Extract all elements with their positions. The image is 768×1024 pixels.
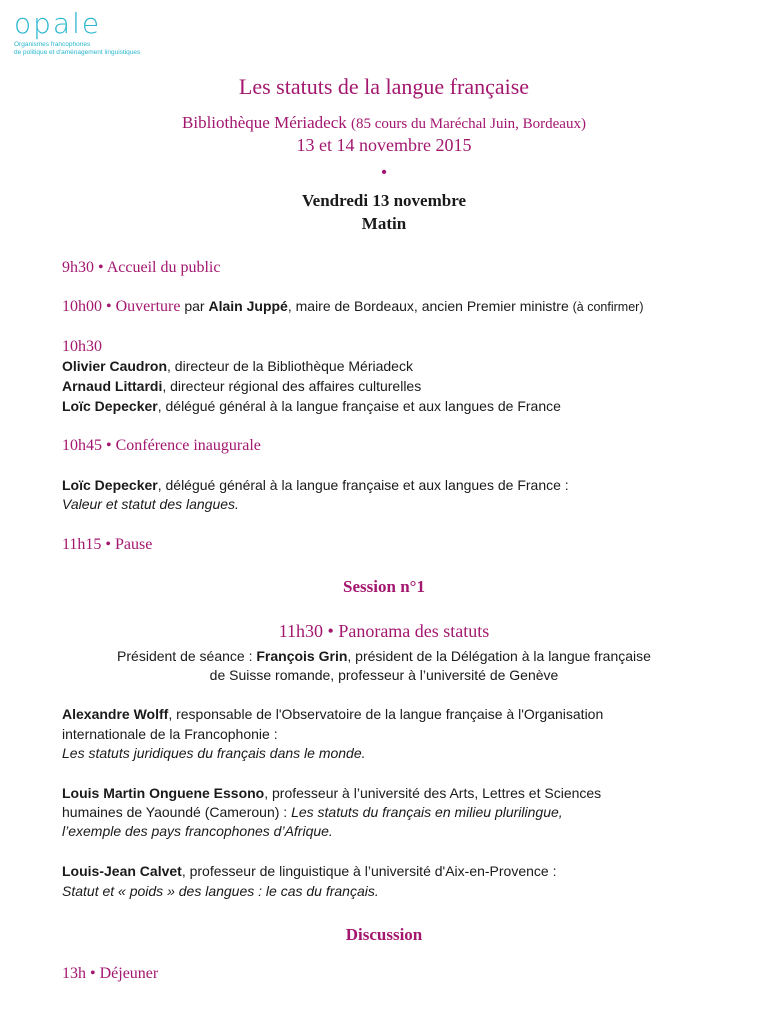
day-heading: Vendredi 13 novembre	[301, 191, 467, 210]
talk-title: l’exemple des pays francophones d’Afrique.	[62, 823, 333, 839]
talk-title: Les statuts juridiques du français dans le monde.	[62, 745, 366, 761]
accueil-item: 9h30 • Accueil du public	[62, 259, 221, 276]
president-label: Président de séance :	[117, 648, 257, 664]
dejeuner-item: 13h • Déjeuner	[62, 965, 159, 982]
logo-tagline-1: Organismes francophones	[14, 41, 91, 48]
discussion-heading: Discussion	[345, 925, 423, 944]
talk-title: Valeur et statut des langues.	[62, 496, 239, 512]
ouverture-speaker: Alain Juppé	[208, 298, 288, 314]
venue-name: Bibliothèque Mériadeck	[182, 113, 347, 132]
speaker-wolff-role-2: internationale de la Francophonie :	[62, 726, 278, 742]
pause-item: 11h15 • Pause	[62, 536, 153, 553]
talk-title: Les statuts du français en milieu plurilingue,	[291, 804, 563, 820]
president-line	[0, 647, 768, 667]
speaker-name: Louis-Jean Calvet	[62, 863, 182, 879]
speaker-wolff	[62, 705, 603, 725]
conference-title	[62, 495, 239, 515]
logo-tagline-2: de politique et d'aménagement linguistiques	[14, 49, 141, 56]
speaker-name: Olivier Caudron	[62, 358, 168, 374]
speaker-role: humaines de Yaoundé (Cameroun) :	[62, 804, 292, 820]
page-title: Les statuts de la langue française	[238, 74, 530, 99]
session-title: Session n°1	[343, 577, 425, 596]
president-name: François Grin	[256, 648, 348, 664]
period-heading: Matin	[361, 214, 407, 233]
venue-address: (85 cours du Maréchal Juin, Bordeaux)	[351, 116, 586, 132]
speaker-role: , délégué général à la langue française et aux langues de France	[157, 398, 561, 414]
venue-line	[0, 112, 768, 135]
ouverture-time: 10h00 • Ouverture	[62, 298, 181, 315]
speaker-name: Loïc Depecker	[62, 477, 158, 493]
speaker-role: , responsable de l'Observatoire de la langue française à l'Organisation	[168, 706, 604, 722]
speaker-littardi	[62, 377, 421, 397]
logo-wordmark: opale	[14, 7, 102, 40]
wolff-talk	[62, 744, 366, 764]
speaker-role: , délégué général à la langue française et aux langues de France :	[157, 477, 569, 493]
ouverture-par: par	[180, 298, 209, 314]
speaker-name: Alexandre Wolff	[62, 706, 169, 722]
talk-title: Statut et « poids » des langues : le cas du français.	[62, 883, 379, 899]
conference-speaker	[62, 476, 569, 496]
speaker-role: , professeur à l’université des Arts, Lettres et Sciences	[264, 785, 602, 801]
president-line-2: de Suisse romande, professeur à l’université de Genève	[209, 667, 559, 683]
essono-talk-2	[62, 822, 333, 842]
ouverture-item	[62, 297, 643, 318]
ouverture-note: (à confirmer)	[572, 300, 644, 314]
time-1030: 10h30	[62, 338, 102, 355]
ouverture-role: , maire de Bordeaux, ancien Premier ministre	[287, 298, 573, 314]
speaker-name: Arnaud Littardi	[62, 378, 163, 394]
speaker-depecker	[62, 397, 561, 417]
speaker-name: Loïc Depecker	[62, 398, 158, 414]
panorama-heading: 11h30 • Panorama des statuts	[278, 621, 490, 641]
speaker-calvet	[62, 862, 556, 882]
speaker-essono-line-2	[62, 803, 563, 823]
calvet-talk	[62, 882, 379, 902]
president-role: , président de la Délégation à la langue française	[347, 648, 651, 664]
bullet-separator: •	[381, 164, 387, 181]
opale-logo	[14, 7, 141, 57]
speaker-essono	[62, 784, 601, 804]
event-dates: 13 et 14 novembre 2015	[296, 135, 472, 155]
speaker-role: , directeur régional des affaires culturelles	[162, 378, 422, 394]
speaker-name: Louis Martin Onguene Essono	[62, 785, 265, 801]
conference-heading: 10h45 • Conférence inaugurale	[62, 437, 261, 454]
speaker-role: , directeur de la Bibliothèque Mériadeck	[167, 358, 413, 374]
speaker-role: , professeur de linguistique à l’université d'Aix-en-Provence :	[181, 863, 557, 879]
speaker-caudron	[62, 357, 413, 377]
